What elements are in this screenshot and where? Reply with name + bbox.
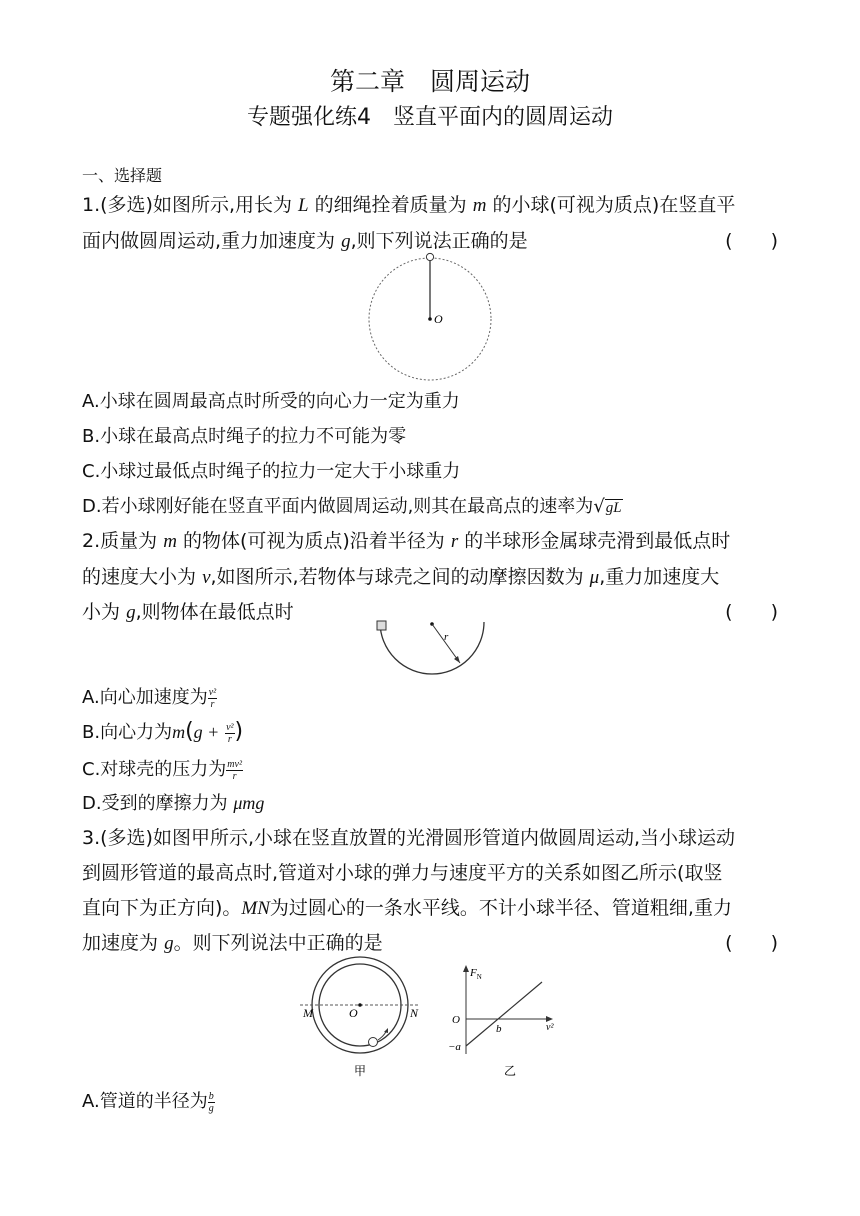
yi-fn-line [466,982,542,1046]
q2-option-b-frac: $\frac{\text{v²}}{r}$ [226,721,234,745]
q1-option-c: C.小球过最低点时绳子的拉力一定大于小球重力 [82,461,461,482]
jia-motion-arrow [384,1028,388,1033]
jia-ball [369,1038,378,1047]
yi-caption: 乙 [504,1064,517,1078]
jia-label-n: N [410,1006,419,1020]
q1-option-d-math: gL [605,500,622,516]
q2-line-2: 的速度大小为 v,如图所示,若物体与球壳之间的动摩擦因数为 μ,重力加速度大 [82,566,720,588]
q2-option-c: C.对球壳的压力为 $\frac{\text{mv²}}{r}$ [82,758,242,782]
q1-answer-paren: ( ) [725,230,778,252]
q1-option-d: D.若小球刚好能在竖直平面内做圆周运动,则其在最高点的速率为√gL [82,496,622,517]
yi-label-o: O [452,1014,460,1026]
q1-center-point [428,317,432,321]
q2-block [377,621,386,630]
q2-radius-line [432,624,460,663]
q3-line-2: 到圆形管道的最高点时,管道对小球的弹力与速度平方的关系如图乙所示(取竖 [82,862,723,884]
q2-answer-paren: ( ) [725,601,778,623]
q1-label-o: O [434,312,443,326]
q2-line-3: 小为 g,则物体在最低点时 [82,601,294,623]
q2-option-c-frac: $\frac{\text{mv²}}{r}$ [227,758,242,782]
q3-option-a-frac: $\frac{b}{g}$ [208,1090,214,1114]
q2-option-b: B.向心力为m(g + $\frac{\text{v²}}{r}$ ) [82,719,244,745]
q3-answer-paren: ( ) [725,932,778,954]
q2-option-d: D.受到的摩擦力为 μmg [82,793,265,814]
jia-label-o: O [349,1006,358,1020]
q3-line-4: 加速度为 g。则下列说法中正确的是 [82,932,383,954]
section-heading: 一、选择题 [82,166,163,185]
q2-figure [372,618,488,680]
jia-caption: 甲 [354,1064,367,1078]
q2-line-1: 2.质量为 m 的物体(可视为质点)沿着半径为 r 的半球形金属球壳滑到最低点时 [82,530,731,552]
jia-label-m: M [303,1006,313,1020]
q1-option-b: B.小球在最高点时绳子的拉力不可能为零 [82,426,407,447]
q1-line-2: 面内做圆周运动,重力加速度为 g,则下列说法正确的是 [82,230,528,252]
jia-center-point [358,1003,362,1007]
q1-figure [360,250,500,382]
q1-option-a: A.小球在圆周最高点时所受的向心力一定为重力 [82,391,460,412]
q3-figure-jia [296,952,432,1082]
q2-option-a: A.向心加速度为 $\frac{\text{v²}}{r}$ [82,686,217,710]
yi-label-b: b [496,1023,502,1035]
q3-figure-yi [446,962,566,1080]
q2-label-r: r [444,631,449,643]
yi-y-axis-arrow [463,965,469,972]
yi-label-neg-a: −a [448,1041,461,1053]
yi-label-fn: $F_N$ [470,967,482,981]
chapter-title: 第二章 圆周运动 [329,67,530,96]
q1-line-1: 1.(多选)如图所示,用长为 L 的细绳拴着质量为 m 的小球(可视为质点)在竖直平 [82,194,736,216]
q3-line-3: 直向下为正方向)。MN为过圆心的一条水平线。不计小球半径、管道粗细,重力 [82,897,732,919]
q1-ball [426,253,433,260]
q2-option-a-frac: $\frac{\text{v²}}{r}$ [208,686,217,710]
yi-label-v2: v² [546,1022,554,1033]
page-subtitle: 专题强化练4 竖直平面内的圆周运动 [247,105,613,130]
q2-hemisphere-shell [380,622,484,674]
q3-line-1: 3.(多选)如图甲所示,小球在竖直放置的光滑圆形管道内做圆周运动,当小球运动 [82,827,736,849]
q2-radius-arrow [454,656,460,663]
q3-option-a: A.管道的半径为 $\frac{b}{g}$ [82,1090,214,1114]
